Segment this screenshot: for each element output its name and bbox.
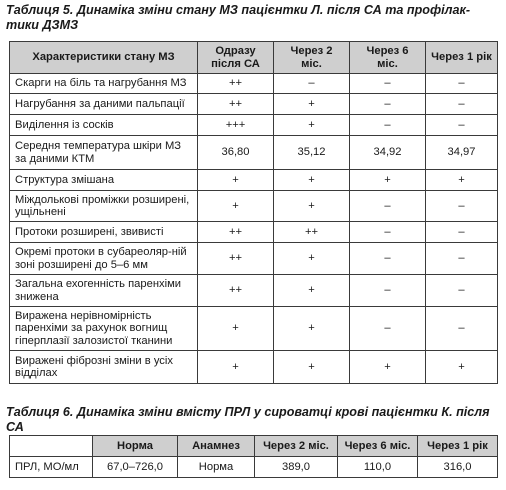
table-cell: + — [274, 307, 350, 351]
table-cell: 316,0 — [418, 457, 498, 478]
table-cell: + — [426, 170, 498, 191]
table-cell: + — [198, 351, 274, 384]
table-cell: – — [426, 307, 498, 351]
table5-header-cell: Через 2 міс. — [274, 42, 350, 74]
table-cell: + — [274, 170, 350, 191]
table6-header-row — [10, 436, 498, 457]
table-cell: Окремі протоки в субареоляр-ній зоні розширені до 5–6 мм — [10, 243, 198, 275]
table-cell: ПРЛ, МО/мл — [10, 457, 93, 478]
table-cell: Виражені фіброзні зміни в усіх відділах — [10, 351, 198, 384]
table-cell: ++ — [198, 243, 274, 275]
table-cell: + — [274, 191, 350, 222]
table-row — [10, 136, 498, 170]
table-cell: Норма — [178, 457, 255, 478]
table5 — [9, 41, 498, 384]
table-cell: – — [350, 74, 426, 94]
table-cell: 34,92 — [350, 136, 426, 170]
table-cell: Середня температура шкіри МЗ за даними КТМ — [10, 136, 198, 170]
table-cell: Виражена нерівномірність паренхіми за рахунок вогнищ гіперплазії залозистої тканини — [10, 307, 198, 351]
table-cell: + — [274, 351, 350, 384]
table5-header-cell: Через 6 міс. — [350, 42, 426, 74]
table-cell: ++ — [198, 222, 274, 243]
table-cell: 67,0–726,0 — [93, 457, 178, 478]
table-cell: – — [426, 115, 498, 136]
table-row — [10, 94, 498, 115]
table-cell: + — [274, 115, 350, 136]
table-row — [10, 351, 498, 384]
table-cell: 110,0 — [338, 457, 418, 478]
table-row — [10, 275, 498, 307]
table-cell: + — [426, 351, 498, 384]
table6-header-cell: Норма — [93, 436, 178, 457]
table-row — [10, 307, 498, 351]
table-cell: – — [426, 243, 498, 275]
table-cell: 36,80 — [198, 136, 274, 170]
table5-header-cell: Характеристики стану МЗ — [10, 42, 198, 74]
table-cell: ++ — [274, 222, 350, 243]
table5-caption: Таблиця 5. Динаміка зміни стану МЗ пацієнтки Л. після СА та профілак-тики ДЗМЗ — [6, 3, 471, 32]
table6-header-cell: Анамнез — [178, 436, 255, 457]
table-row — [10, 243, 498, 275]
table-cell: – — [426, 74, 498, 94]
table-cell: Протоки розширені, звивисті — [10, 222, 198, 243]
table5-header-row — [10, 42, 498, 74]
table-cell: + — [198, 191, 274, 222]
table-cell: – — [426, 222, 498, 243]
table-cell: – — [350, 275, 426, 307]
table-row — [10, 222, 498, 243]
table-row — [10, 74, 498, 94]
table6-header-cell: Через 2 міс. — [255, 436, 338, 457]
table-cell: – — [426, 94, 498, 115]
table-cell: + — [274, 243, 350, 275]
table-cell: Скарги на біль та нагрубання МЗ — [10, 74, 198, 94]
table-cell: +++ — [198, 115, 274, 136]
table-row — [10, 457, 498, 478]
table6-caption: Таблиця 6. Динаміка зміни вмісту ПРЛ у сироватці крові пацієнтки К. після СА — [6, 405, 490, 434]
table-cell: + — [198, 170, 274, 191]
table-row — [10, 115, 498, 136]
table5-header-cell: Через 1 рік — [426, 42, 498, 74]
table-cell: – — [426, 191, 498, 222]
table-cell: – — [350, 94, 426, 115]
table-cell: ++ — [198, 275, 274, 307]
table-cell: Виділення із сосків — [10, 115, 198, 136]
table-cell: – — [350, 222, 426, 243]
table-cell: + — [350, 170, 426, 191]
table-cell: 34,97 — [426, 136, 498, 170]
table6 — [9, 435, 498, 478]
table-cell: + — [198, 307, 274, 351]
table-row — [10, 191, 498, 222]
table-cell: – — [350, 191, 426, 222]
table6-header-cell: Через 6 міс. — [338, 436, 418, 457]
table-cell: – — [426, 275, 498, 307]
table-cell: – — [274, 74, 350, 94]
table-cell: Структура змішана — [10, 170, 198, 191]
table5-header-cell: Одразу після СА — [198, 42, 274, 74]
table-row — [10, 170, 498, 191]
table-cell: 35,12 — [274, 136, 350, 170]
table-cell: – — [350, 243, 426, 275]
table-cell: – — [350, 115, 426, 136]
table-cell: Міждолькові проміжки розширені, ущільнені — [10, 191, 198, 222]
table-cell: ++ — [198, 94, 274, 115]
table-cell: 389,0 — [255, 457, 338, 478]
table-cell: Загальна ехогенність паренхіми знижена — [10, 275, 198, 307]
table6-header-cell: Через 1 рік — [418, 436, 498, 457]
table6-header-cell — [10, 436, 93, 457]
table-cell: + — [274, 94, 350, 115]
table-cell: + — [350, 351, 426, 384]
table-cell: Нагрубання за даними пальпації — [10, 94, 198, 115]
table-cell: ++ — [198, 74, 274, 94]
table-cell: + — [274, 275, 350, 307]
table-cell: – — [350, 307, 426, 351]
